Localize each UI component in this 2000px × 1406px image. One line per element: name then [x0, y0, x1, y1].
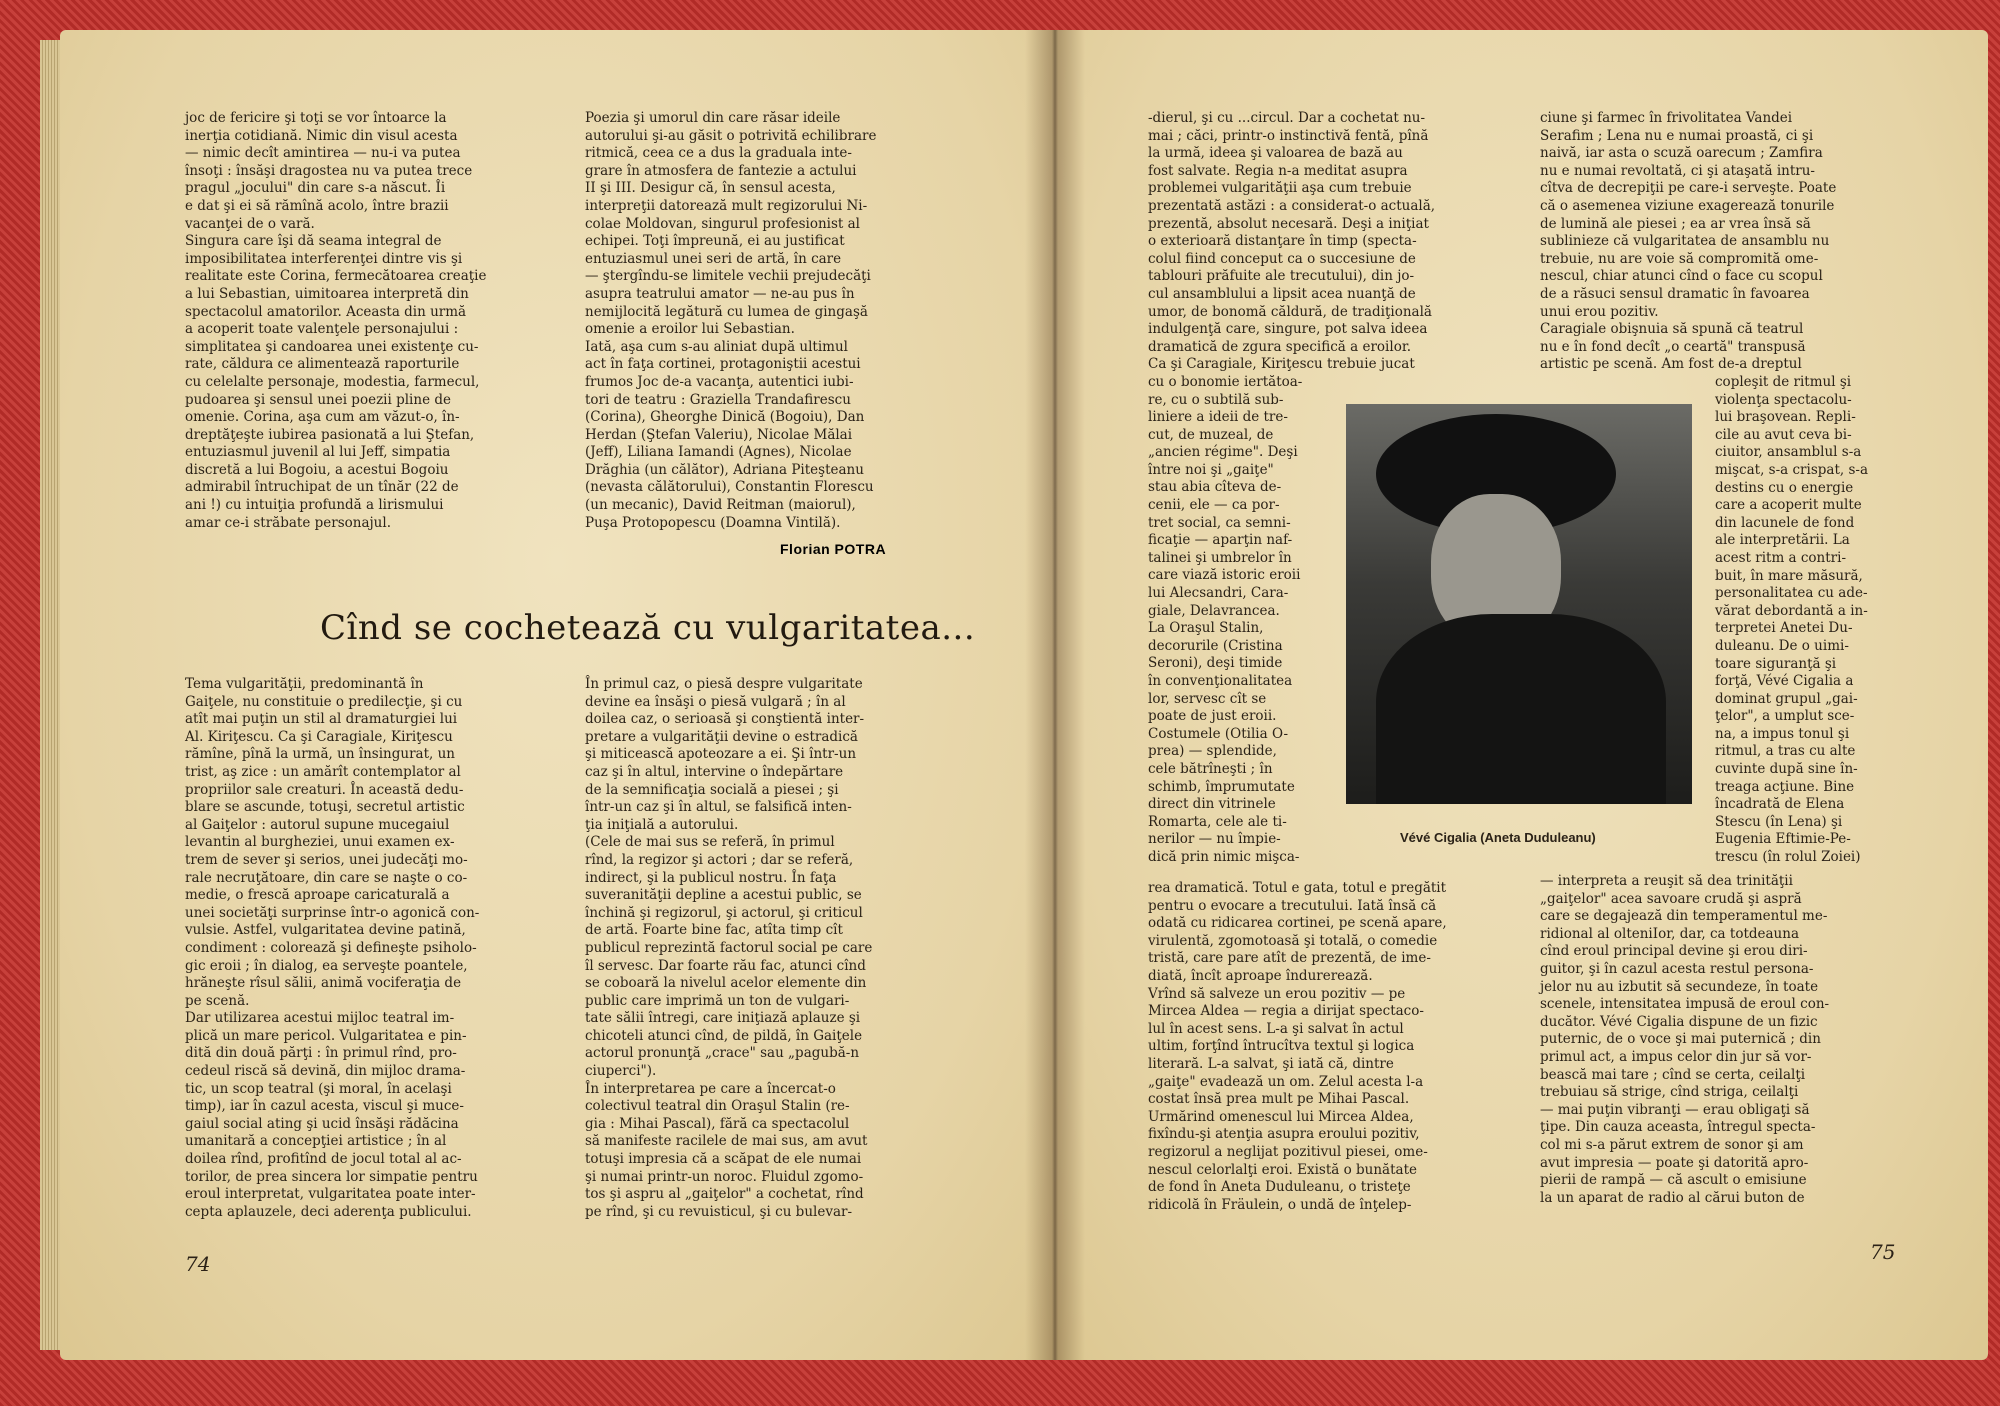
margin-mark [120, 650, 145, 880]
photo-caption: Vévé Cigalia (Aneta Duduleanu) [1400, 830, 1596, 845]
page-number-right: 75 [1870, 1240, 1896, 1264]
book-gutter [1025, 30, 1085, 1360]
left-top-column-2: Poezia şi umorul din care răsar ideile autorului şi-au găsit o potrivită echilibrare ritmică, ceea ce a dus la graduala inte- grare în atmosfera de fantezie a actului II şi III. Desigur că, în sensul acesta, interpreţii datorează mult regizorului Ni- colae Moldovan, singurul profesionist al echipei. Toţi împreună, ei au justificat entuziasmul unei seri de artă, în care — ştergîndu-se limitele vechii prejudecăţi asupra teatrului amator — ne-au pus în nemijlocită legătură cu lumea de gingaşă omenie a eroilor lui Sebastian. Iată, aşa cum s-au aliniat după ultimul act în faţa cortinei, protagoniştii acestui frumos Joc de-a vacanţa, autentici iubi- tori de teatru : Graziella Trandafirescu (Corina), Gheorghe Dinică (Bogoiu), Dan Herdan (Ştefan Valeriu), Nicolae Mălai (Jeff), Liliana Iamandi (Agnes), Nicolae Drăghia (un călător), Adriana Piteşteanu (nevasta călătorului), Constantin Florescu (un mecanic), David Reitman (maiorul), Puşa Protopopescu (Doamna Vintilă). [585, 110, 877, 531]
left-bottom-column-1: Tema vulgarităţii, predominantă în Gaiţele, nu constituie o predilecţie, şi cu atît mai puţin un stil al dramaturgiei lui Al. Kiriţescu. Ca şi Caragiale, Kiriţescu rămîne, pînă la urmă, un însingurat, un trist, aş zice : un amărît contemplator al propriilor sale creaturi. În această dedu- blare se ascunde, totuşi, secretul artistic al Gaiţelor : autorul supune mucegaiul levantin al burgheziei, unui examen ex- trem de sever şi serios, unei judecăţi mo- rale necruţătoare, din care se naşte o co- medie, o frescă aproape caricaturală a unei societăţi surprinse într-o agonică con- vulsie. Astfel, vulgaritatea devine patină, condiment : colorează şi defineşte psiholo- gic eroii ; în dialog, ea serveşte poantele, hrăneşte rîsul sălii, animă vociferaţia de pe scenă. Dar utilizarea acestui mijloc teatral im- plică un mare pericol. Vulgaritatea e pin- dită din două părţi : în primul rînd, pro- cedeul riscă să devină, din mijloc drama- tic, un scop teatral (şi moral, în acelaşi timp), iar în cazul acesta, viscul şi muce- gaiul social ating şi ucid însăşi rădăcina umanitară a concepţiei artistice ; în al doilea rînd, profitînd de jocul total al ac- torilor, de prea sincera lor simpatie pentru eroul interpretat, vulgaritatea poate inter- cepta aplauzele, deci aderenţa publicului. [185, 676, 480, 1220]
portrait-photo [1346, 404, 1692, 804]
right-column-2-top: ciune şi farmec în frivolitatea Vandei Serafim ; Lena nu e numai proastă, ci şi naivă, iar asta o scuză oarecum ; Zamfira nu e numai revoltată, ci şi ataşată intru- cîtva de decrepiţii pe care-i serveşte. Poate că o asemenea viziune exagerează tonurile de lumină ale piesei ; ea ar vrea însă să sublinieze că vulgaritatea de ansamblu nu trebuie, nu are voie să compromită ome- nescul, chiar atunci cînd o face cu scopul de a răsuci sensul dramatic în favoarea unui erou pozitiv. Caragiale obişnuia să spună că teatrul nu e în fond decît „o ceartă" transpusă artistic pe scenă. Am fost de-a dreptul [1540, 110, 1837, 373]
right-column-2-bottom: — interpreta a reuşit să dea trinităţii „gaiţelor" acea savoare crudă şi aspră care se degajează din temperamentul me- ridional al olteniIor, dar, ca totdeauna cînd eroul principal devine şi erou diri- guitor, şi în cazul acesta restul persona- jelor nu au izbutit să secundeze, în toate scenele, intensitatea impusă de eroul con- ducător. Vévé Cigalia dispune de un fizic puternic, de o voce şi mai puternică ; din primul act, a impus celor din jur să vor- bească mai tare ; cînd se certa, ceilalţi trebuiau să strige, cînd striga, ceilalţi — mai puţin vibranţi — erau obligaţi să ţipe. Din cauza aceasta, întregul specta- col mi s-a părut extrem de sonor şi am avut impresia — poate şi datorită apro- pierii de rampă — că ascult o emisiune la un aparat de radio al cărui buton de [1540, 873, 1830, 1206]
right-column-2-beside-photo: copleşit de ritmul şi violenţa spectacolu- lui braşovean. Repli- cile au avut ceva bi- ciuitor, ansamblul s-a mişcat, s-a crispat, s-a destins cu o energie care a acoperit multe din lacunele de fond ale interpretării. La acest ritm a contri- buit, în mare măsură, personalitatea cu ade- vărat debordantă a in- terpretei Anetei Du- duleanu. De o uimi- toare siguranţă şi forţă, Vévé Cigalia a dominat grupul „gai- ţelor", a umplut sce- na, a impus tonul şi ritmul, a tras cu alte cuvinte după sine în- treaga acţiune. Bine încadrată de Elena Stescu (în Lena) şi Eugenia Eftimie-Pe- trescu (în rolul Zoiei) [1715, 374, 1868, 866]
page-number-left: 74 [185, 1252, 211, 1276]
article-headline: Cînd se cochetează cu vulgaritatea... [320, 608, 976, 648]
right-column-1-bottom: rea dramatică. Totul e gata, totul e pregătit pentru o evocare a trecutului. Iată însă că odată cu ridicarea cortinei, pe scenă apare, virulentă, zgomotoasă şi totală, o comedie tristă, care pare atît de prezentă, de ime- diată, încît aproape îndurerează. Vrînd să salveze un erou pozitiv — pe Mircea Aldea — regia a dirijat spectaco- lul în acest sens. L-a şi salvat în actul ultim, forţînd întrucîtva textul şi logica literară. L-a salvat, şi iată că, dintre „gaiţe" evadează un om. Zelul acesta l-a costat însă prea mult pe Mihai Pascal. Urmărind omenescul lui Mircea Aldea, fixîndu-şi atenţia asupra eroului pozitiv, regizorul a neglijat pozitivul piesei, ome- nescul celorlalţi eroi. Există o bunătate de fond în Aneta Duduleanu, o tristeţe ridicolă în Fräulein, o undă de înţelep- [1148, 880, 1447, 1213]
left-top-column-1: joc de fericire şi toţi se vor întoarce la inerţia cotidiană. Nimic din visul acesta — nimic decît amintirea — nu-i va putea însoţi : însăşi dragostea nu va putea trece pragul „jocului" din care s-a născut. Îi e dat şi ei să rămînă acolo, între brazii vacanţei de o vară. Singura care îşi dă seama integral de imposibilitatea interferenţei dintre vis şi realitate este Corina, fermecătoarea creaţie a lui Sebastian, uimitoarea interpretă din spectacolul amatorilor. Aceasta din urmă a acoperit toate valenţele personajului : simplitatea şi candoarea unei existenţe cu- rate, căldura ce alimentează raporturile cu celelalte personaje, modestia, farmecul, pudoarea şi sensul unei poezii pline de omenie. Corina, aşa cum am văzut-o, în- dreptăţeşte iubirea pasionată a lui Ştefan, entuziasmul juvenil al lui Jeff, simpatia discretă a lui Bogoiu, a acestui Bogoiu admirabil întruchipat de un tînăr (22 de ani !) cu intuiţia profundă a lirismului amar ce-i străbate personajul. [185, 110, 487, 531]
left-bottom-column-2: În primul caz, o piesă despre vulgaritate devine ea însăşi o piesă vulgară ; în al doilea caz, o serioasă şi conştientă inter- pretare a vulgarităţii devine o estradică şi miticească apoteozare a ei. Şi într-un caz şi în altul, intervine o îndepărtare de la semnificaţia socială a piesei ; şi într-un caz şi în altul, se falsifică inten- ţia iniţială a autorului. (Cele de mai sus se referă, în primul rînd, la regizor şi actori ; dar se referă, indirect, şi la publicul nostru. În faţa suveranităţii depline a acestui public, se închină şi regizorul, şi actorul, şi criticul de artă. Foarte bine fac, atîta timp cît publicul reprezintă factorul social pe care îl servesc. Dar foarte rău fac, atunci cînd se coboară la nivelul acelor elemente din public care imprimă un ton de vulgari- tate sălii întregi, care iniţiază aplauze şi chicoteli atunci cînd, de pildă, în Gaiţele actorul pronunţă „crace" sau „pagubă-n ciuperci"). În interpretarea pe care a încercat-o colectivul teatral din Oraşul Stalin (re- gia : Mihai Pascal), fără ca spectacolul să manifeste racilele de mai sus, am avut totuşi impresia că a scăpat de ele numai şi numai printr-un noroc. Fluidul zgomo- tos şi aspru al „gaiţelor" a cochetat, rînd pe rînd, şi cu revuisticul, şi cu bulevar- [585, 676, 873, 1220]
photo-body [1376, 614, 1666, 804]
author-signature: Florian POTRA [780, 541, 887, 557]
right-column-1-top: -dierul, şi cu ...circul. Dar a cochetat nu- mai ; căci, printr-o instinctivă fentă, pînă la urmă, ideea şi valoarea de bază au fost salvate. Regia n-a meditat asupra problemei vulgarităţii aşa cum trebuie prezentată astăzi : a considerat-o actuală, prezentă, absolut necesară. Deşi a iniţiat o exterioară distanţare în timp (specta- colul fiind conceput ca o succesiune de tablouri prăfuite ale trecutului), din jo- cul ansamblului a lipsit acea nuanţă de umor, de bonomă căldură, de tradiţională indulgenţă care, singure, pot salva ideea dramatică de zgura specifică a eroilor. Ca şi Caragiale, Kiriţescu trebuie jucat cu o bonomie iertătoa- re, cu o subtilă sub- liniere a ideii de tre- cut, de muzeal, de „ancien régime". Deşi între noi şi „gaiţe" stau abia cîteva de- cenii, ele — ca por- tret social, ca semni- ficaţie — aparţin naf- talinei şi umbrelor în care viază istoric eroii lui Alecsandri, Cara- giale, Delavrancea. La Oraşul Stalin, decorurile (Cristina Seroni), deşi timide în convenţionalitatea lor, servesc cît se poate de just eroii. Costumele (Otilia O- prea) — splendide, cele bătrîneşti ; în schimb, împrumutate direct din vitrinele Romarta, cele ale ti- nerilor — nu împie- dică prin nimic mişca- [1148, 110, 1436, 865]
